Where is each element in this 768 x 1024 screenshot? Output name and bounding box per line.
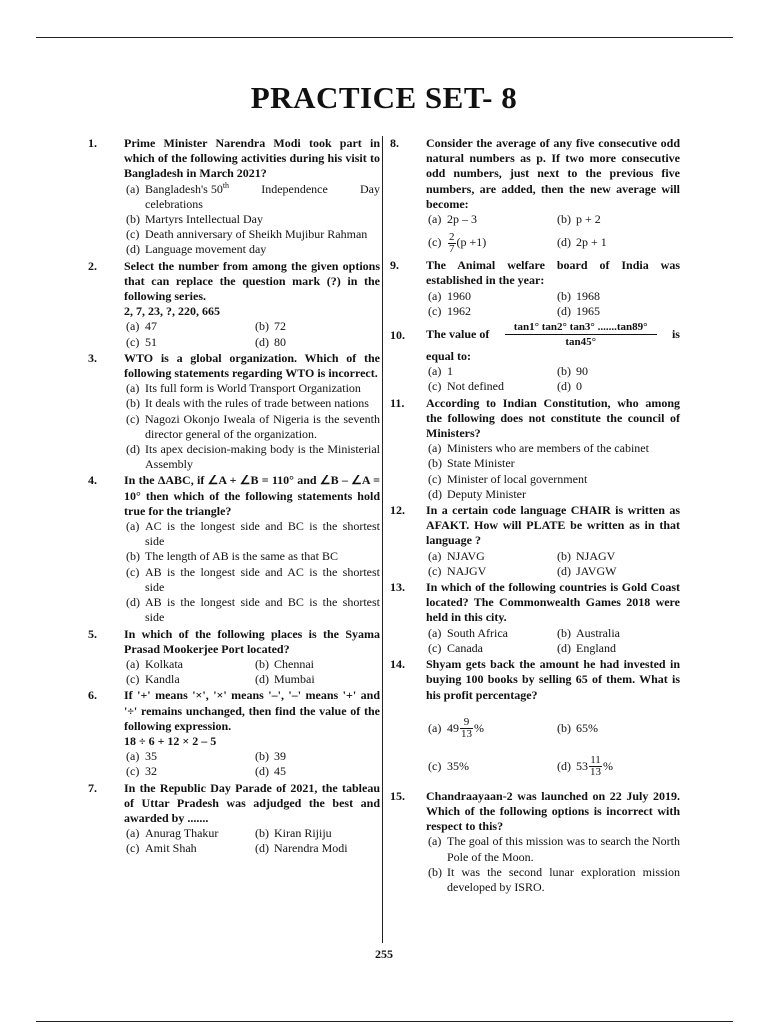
option-text: AC is the longest side and BC is the shortest side	[145, 519, 380, 549]
option-d	[555, 379, 680, 394]
option-a	[426, 834, 680, 864]
option-text: Deputy Minister	[447, 486, 526, 501]
option-label: (b)	[557, 548, 571, 563]
fraction	[589, 755, 602, 778]
expression: 18 ÷ 6 + 12 × 2 – 5	[124, 733, 217, 748]
option-text: Amit Shah	[145, 841, 197, 856]
option-b	[555, 364, 680, 379]
option-text: Martyrs Intellectual Day	[145, 212, 263, 227]
option-text: Anurag Thakur	[145, 826, 219, 841]
option-c	[124, 764, 253, 779]
option-label: (a)	[428, 625, 442, 640]
question-3	[88, 351, 380, 473]
question-number: 9.	[390, 258, 399, 273]
option-label: (d)	[557, 563, 571, 578]
question-stem	[426, 320, 680, 349]
option-b	[124, 212, 380, 227]
question-number: 4.	[88, 473, 97, 488]
question-stem: The Animal welfare board of India was established in the year:	[426, 258, 680, 288]
option-text: NJAGV	[576, 548, 616, 563]
option-label: (a)	[126, 749, 140, 764]
option-d	[253, 672, 380, 687]
option-text: NAJGV	[447, 563, 487, 578]
option-b	[555, 626, 680, 641]
option-label: (d)	[557, 379, 571, 394]
option-b	[555, 289, 680, 304]
option-label: (a)	[428, 720, 442, 735]
option-b	[555, 709, 680, 747]
option-a	[124, 319, 253, 334]
option-b	[253, 657, 380, 672]
option-label: (c)	[428, 758, 442, 773]
option-d	[555, 227, 680, 257]
option-a: (a) Bangladesh's 50th Independence Day celebrations	[126, 180, 380, 211]
whole-number: 49	[447, 720, 459, 735]
fraction-numerator: 2	[449, 230, 455, 243]
question-9	[390, 258, 680, 319]
stem-continuation: equal to:	[426, 349, 471, 364]
percent-sign: %	[603, 758, 613, 773]
fraction-numerator: 9	[460, 717, 473, 729]
option-a	[426, 709, 555, 747]
option-c	[124, 412, 380, 442]
option-text: 1	[447, 364, 453, 379]
question-number: 12.	[390, 503, 405, 518]
stem-text: is	[671, 326, 680, 341]
option-a	[426, 626, 555, 641]
option-text: It was the second lunar exploration mission developed by ISRO.	[447, 864, 680, 894]
option-label: (b)	[126, 396, 140, 411]
option-label: (c)	[428, 303, 442, 318]
question-number: 1.	[88, 136, 97, 150]
option-a	[124, 381, 380, 396]
option-label: (c)	[428, 640, 442, 655]
option-text: AB is the longest side and AC is the shortest side	[145, 564, 380, 594]
question-4	[88, 473, 380, 625]
option-label: (d)	[255, 334, 269, 349]
option-label: (c)	[126, 764, 140, 779]
question-stem: In the Republic Day Parade of 2021, the tableau of Uttar Pradesh was adjudged the best and awarded by .......	[124, 780, 380, 825]
option-d	[124, 242, 380, 257]
option-label: (a)	[428, 212, 442, 227]
option-label: (b)	[557, 212, 571, 227]
column-divider	[382, 136, 383, 943]
option-text: England	[576, 640, 616, 655]
option-b	[253, 319, 380, 334]
option-text: The length of AB is the same as that BC	[145, 549, 338, 564]
option-label: (c)	[126, 841, 140, 856]
option-text: Death anniversary of Sheikh Mujibur Rahman	[145, 227, 368, 242]
option-text: AB is the longest side and BC is the shortest side	[145, 595, 380, 625]
option-d	[555, 641, 680, 656]
question-11	[390, 396, 680, 502]
option-label: (d)	[255, 672, 269, 687]
option-text: 2p – 3	[447, 212, 477, 227]
option-c	[124, 565, 380, 595]
option-text: Minister of local government	[447, 471, 588, 486]
option-text: 80	[274, 334, 286, 349]
option-label: (b)	[255, 826, 269, 841]
option-label: (b)	[255, 656, 269, 671]
option-b	[253, 826, 380, 841]
question-number: 10.	[390, 328, 405, 343]
option-text: State Minister	[447, 456, 515, 471]
option-text: 1965	[576, 303, 600, 318]
option-label: (c)	[428, 563, 442, 578]
option-text: Ministers who are members of the cabinet	[447, 441, 649, 456]
option-a	[426, 364, 555, 379]
option-d	[426, 487, 680, 502]
option-text: 1968	[576, 288, 600, 303]
fraction	[505, 320, 657, 349]
option-text: Language movement day	[145, 242, 267, 257]
question-2	[88, 259, 380, 350]
question-stem: In which of the following places is the Syama Prasad Mookerjee Port located?	[124, 626, 380, 656]
option-d	[555, 564, 680, 579]
option-text: 2p + 1	[576, 235, 607, 250]
option-text: Kiran Rijiju	[274, 826, 332, 841]
question-15	[390, 789, 680, 895]
option-text: Chennai	[274, 656, 314, 671]
option-d	[555, 747, 680, 785]
question-stem: Consider the average of any five consecutive odd natural numbers as p. If two more consecutive odd numbers, just next to the previous five numbers, are added, then the new average will become:	[426, 136, 680, 211]
option-text: 39	[274, 749, 286, 764]
option-text: p + 2	[576, 212, 601, 227]
question-number: 2.	[88, 258, 97, 273]
question-number: 11.	[390, 395, 405, 410]
stem-text: The value of	[426, 326, 490, 341]
question-number: 6.	[88, 688, 97, 703]
option-b	[124, 396, 380, 411]
question-stem: Prime Minister Narendra Modi took part in which of the following activities during his visit to Bangladesh in March 2021?	[124, 136, 380, 181]
question-number: 7.	[88, 780, 97, 795]
option-text: Not defined	[447, 379, 504, 394]
option-text: 72	[274, 319, 286, 334]
question-number: 15.	[390, 788, 405, 803]
option-label: (b)	[126, 212, 140, 227]
option-c	[124, 841, 253, 856]
option-a	[426, 441, 680, 456]
option-label: (a)	[126, 519, 140, 534]
option-d	[124, 442, 380, 472]
question-stem: In which of the following countries is Gold Coast located? The Commonwealth Games 2018 were held in this city.	[426, 580, 680, 625]
option-text: Its full form is World Transport Organization	[145, 381, 361, 396]
option-label: (a)	[126, 319, 140, 334]
option-label: (c)	[126, 411, 140, 426]
option-label: (d)	[126, 242, 140, 257]
option-label: (c)	[126, 227, 140, 242]
option-label: (d)	[557, 640, 571, 655]
option-label: (b)	[557, 364, 571, 379]
question-stem: In the ΔABC, if ∠A + ∠B = 110° and ∠B – ∠A = 10° then which of the following statements hold true for the triangle?	[124, 473, 380, 518]
option-b	[555, 549, 680, 564]
option-c	[124, 672, 253, 687]
option-text: Its apex decision-making body is the Ministerial Assembly	[145, 442, 380, 472]
option-c	[426, 747, 555, 785]
question-5	[88, 627, 380, 688]
question-12	[390, 503, 680, 579]
option-b	[555, 212, 680, 227]
option-label: (a)	[428, 834, 442, 849]
option-text: 35	[145, 749, 157, 764]
option-text: NJAVG	[447, 548, 485, 563]
option-label: (a)	[126, 826, 140, 841]
option-c	[124, 335, 253, 350]
option-text: Nagozi Okonjo Iweala of Nigeria is the seventh director general of the organization.	[145, 411, 380, 441]
top-rule	[36, 37, 733, 38]
question-stem: Chandraayaan-2 was launched on 22 July 2019. Which of the following options is incorrect with respect to this?	[426, 788, 680, 834]
option-a	[124, 749, 253, 764]
question-stem: Select the number from among the given options that can replace the question mark (?) in the following series.	[124, 258, 380, 304]
option-c	[426, 564, 555, 579]
option-label: (b)	[126, 549, 140, 564]
left-column	[88, 136, 380, 858]
option-a	[124, 519, 380, 549]
option-label: (c)	[126, 564, 140, 579]
option-b	[253, 749, 380, 764]
question-10	[390, 320, 680, 395]
question-number: 13.	[390, 580, 405, 595]
option-c	[426, 304, 555, 319]
option-label: (d)	[255, 764, 269, 779]
option-text: 47	[145, 319, 157, 334]
number-series: 2, 7, 23, ?, 220, 665	[124, 304, 220, 319]
page-number: 255	[375, 947, 393, 961]
fraction-denominator: 13	[461, 728, 472, 741]
option-d	[555, 304, 680, 319]
question-13	[390, 580, 680, 656]
option-label: (a)	[126, 181, 140, 196]
option-text: 90	[576, 364, 588, 379]
option-text: Kolkata	[145, 656, 183, 671]
question-number: 14.	[390, 657, 405, 672]
option-a	[426, 289, 555, 304]
option-text: Australia	[576, 625, 620, 640]
option-label: (b)	[557, 720, 571, 735]
option-text: 1962	[447, 303, 471, 318]
option-label: (a)	[428, 288, 442, 303]
option-label: (d)	[557, 758, 571, 773]
option-label: (c)	[428, 235, 442, 250]
option-text: 65%	[576, 720, 598, 735]
option-b	[124, 549, 380, 564]
fraction-denominator: 7	[449, 242, 455, 255]
fraction	[448, 232, 456, 255]
question-14	[390, 657, 680, 785]
option-c	[426, 641, 555, 656]
option-label: (b)	[557, 288, 571, 303]
option-text: The goal of this mission was to search the North Pole of the Moon.	[447, 834, 680, 864]
option-label: (b)	[255, 319, 269, 334]
question-stem: If '+' means '×', '×' means '–', '–' means '+' and '÷' remains unchanged, then find the value of the following expression.	[124, 688, 380, 733]
question-stem: According to Indian Constitution, who among the following does not constitute the council of Ministers?	[426, 395, 680, 441]
option-text: 32	[145, 764, 157, 779]
option-label: (d)	[126, 442, 140, 457]
question-6	[88, 688, 380, 779]
option-label: (a)	[126, 381, 140, 396]
question-number: 8.	[390, 136, 399, 150]
option-label: (b)	[428, 456, 442, 471]
option-text: 45	[274, 764, 286, 779]
option-text: JAVGW	[576, 563, 617, 578]
option-label: (d)	[428, 486, 442, 501]
option-b	[426, 865, 680, 895]
question-stem: Shyam gets back the amount he had invested in buying 100 books by selling 65 of them. What is his profit percentage?	[426, 657, 680, 702]
option-label: (a)	[428, 548, 442, 563]
option-label: (c)	[126, 334, 140, 349]
option-a	[426, 212, 555, 227]
bottom-rule	[36, 1021, 733, 1022]
question-stem: WTO is a global organization. Which of the following statements regarding WTO is incorrect.	[124, 350, 380, 381]
fraction	[460, 717, 473, 740]
question-1	[88, 136, 380, 258]
option-d	[253, 841, 380, 856]
option-text: It deals with the rules of trade between nations	[145, 396, 369, 411]
option-a	[124, 826, 253, 841]
fraction-denominator: tan45°	[565, 336, 596, 349]
option-label: (d)	[557, 303, 571, 318]
option-text: South Africa	[447, 625, 508, 640]
option-text: Kandla	[145, 672, 180, 687]
question-7	[88, 781, 380, 857]
option-d	[253, 764, 380, 779]
option-text: 1960	[447, 288, 471, 303]
superscript: th	[222, 180, 230, 190]
option-c	[426, 472, 680, 487]
question-stem: In a certain code language CHAIR is written as AFAKT. How will PLATE be written as in that language ?	[426, 503, 680, 548]
option-label: (b)	[428, 864, 442, 879]
option-text: Bangladesh's 50	[145, 181, 223, 196]
fraction-numerator: 11	[590, 754, 601, 767]
option-text: Mumbai	[274, 672, 315, 687]
question-number: 5.	[88, 626, 97, 641]
option-label: (d)	[126, 595, 140, 610]
option-text: Narendra Modi	[274, 841, 348, 856]
option-a	[124, 657, 253, 672]
option-c	[426, 227, 555, 257]
option-label: (b)	[255, 749, 269, 764]
page-title: PRACTICE SET- 8	[250, 80, 518, 115]
fraction-denominator: 13	[590, 766, 601, 779]
option-label: (d)	[255, 841, 269, 856]
option-label: (c)	[428, 379, 442, 394]
option-text: 0	[576, 379, 582, 394]
option-d	[253, 335, 380, 350]
percent-sign: %	[474, 720, 484, 735]
whole-number: 53	[576, 758, 588, 773]
option-text: (p +1)	[456, 235, 487, 250]
option-label: (d)	[557, 235, 571, 250]
right-column	[390, 136, 680, 896]
option-a	[426, 549, 555, 564]
option-label: (a)	[428, 441, 442, 456]
option-label: (c)	[428, 471, 442, 486]
option-c	[124, 227, 380, 242]
option-label: (b)	[557, 625, 571, 640]
option-c	[426, 379, 555, 394]
option-label: (a)	[428, 364, 442, 379]
fraction-numerator: tan1° tan2° tan3° .......tan89°	[505, 320, 657, 335]
option-text: 35%	[447, 758, 469, 773]
option-label: (c)	[126, 672, 140, 687]
option-text: 51	[145, 334, 157, 349]
question-number: 3.	[88, 350, 97, 365]
option-b	[426, 456, 680, 471]
question-8	[390, 136, 680, 257]
option-d	[124, 595, 380, 625]
option-label: (a)	[126, 656, 140, 671]
option-text: Canada	[447, 640, 483, 655]
